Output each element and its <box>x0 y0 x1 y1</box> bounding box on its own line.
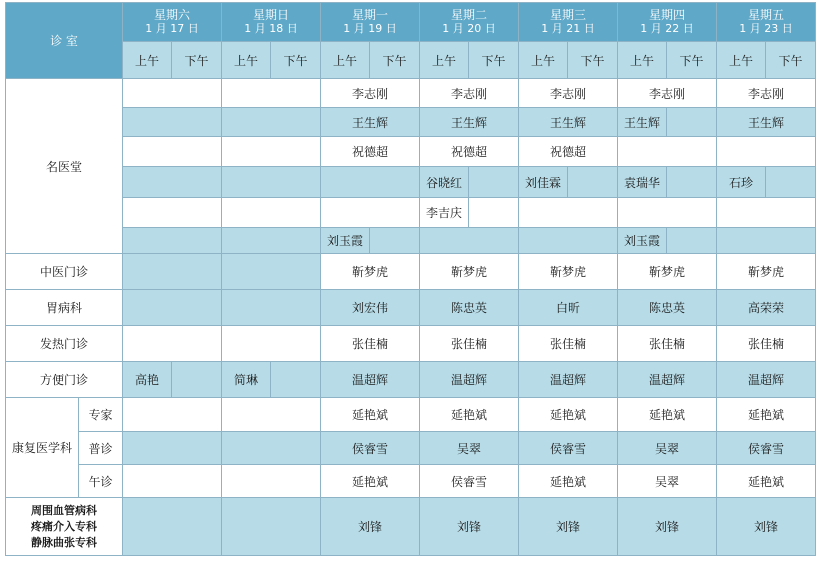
schedule-cell: 延艳斌 <box>618 398 717 432</box>
am-header: 上午 <box>222 42 271 79</box>
schedule-cell <box>123 432 222 465</box>
table-row <box>6 137 816 167</box>
dept-kangfu: 康复医学科 <box>6 398 79 498</box>
schedule-cell <box>123 465 222 498</box>
schedule-cell-empty <box>469 167 519 198</box>
table-row <box>6 498 816 556</box>
sub-dept-expert: 专家 <box>79 398 123 432</box>
schedule-cell: 王生辉 <box>321 108 420 137</box>
day-header <box>420 3 519 42</box>
schedule-cell-empty <box>568 167 618 198</box>
table-row <box>6 198 816 228</box>
schedule-cell <box>123 167 222 198</box>
schedule-cell: 李志刚 <box>717 79 816 108</box>
day-name: 星期六 <box>153 8 190 22</box>
sub-dept-general: 普诊 <box>79 432 123 465</box>
schedule-cell: 延艳斌 <box>321 398 420 432</box>
day-name: 星期五 <box>747 8 784 22</box>
schedule-cell: 李志刚 <box>420 79 519 108</box>
pm-header: 下午 <box>370 42 420 79</box>
schedule-cell-empty <box>667 228 717 254</box>
schedule-cell <box>519 228 618 254</box>
day-header <box>321 3 420 42</box>
dept-vascular: 周围血管病科 <box>31 503 97 517</box>
schedule-cell: 王生辉 <box>618 108 667 137</box>
dept-varicose: 静脉曲张专科 <box>31 535 97 549</box>
schedule-cell: 张佳楠 <box>717 326 816 362</box>
schedule-cell: 吴翠 <box>420 432 519 465</box>
day-date: 1 月 21 日 <box>541 22 595 35</box>
schedule-cell: 王生辉 <box>519 108 618 137</box>
schedule-cell <box>222 398 321 432</box>
pm-header: 下午 <box>568 42 618 79</box>
schedule-cell <box>123 137 222 167</box>
day-date: 1 月 23 日 <box>739 22 793 35</box>
day-date: 1 月 19 日 <box>343 22 397 35</box>
schedule-cell: 刘锋 <box>618 498 717 556</box>
schedule-cell: 张佳楠 <box>519 326 618 362</box>
schedule-cell <box>123 79 222 108</box>
schedule-table <box>5 2 816 556</box>
am-header: 上午 <box>717 42 766 79</box>
schedule-cell-empty <box>667 108 717 137</box>
day-name: 星期三 <box>549 8 586 22</box>
schedule-cell: 简琳 <box>222 362 271 398</box>
schedule-cell: 刘锋 <box>420 498 519 556</box>
day-name: 星期日 <box>252 8 289 22</box>
schedule-cell: 温超辉 <box>618 362 717 398</box>
header-ampm-row <box>6 42 816 79</box>
schedule-cell <box>222 326 321 362</box>
schedule-cell: 侯睿雪 <box>717 432 816 465</box>
schedule-cell <box>717 228 816 254</box>
schedule-cell: 高艳 <box>123 362 172 398</box>
schedule-cell <box>222 198 321 228</box>
schedule-cell: 李吉庆 <box>420 198 469 228</box>
schedule-cell-empty <box>271 362 321 398</box>
schedule-cell: 温超辉 <box>321 362 420 398</box>
day-header <box>618 3 717 42</box>
schedule-cell: 延艳斌 <box>420 398 519 432</box>
day-name: 星期四 <box>648 8 685 22</box>
schedule-cell <box>123 498 222 556</box>
dept-zhongyi: 中医门诊 <box>6 254 123 290</box>
schedule-cell: 刘锋 <box>321 498 420 556</box>
schedule-cell <box>222 228 321 254</box>
schedule-cell <box>618 198 717 228</box>
schedule-cell: 谷晓红 <box>420 167 469 198</box>
header-day-row <box>6 3 816 42</box>
schedule-cell: 侯睿雪 <box>420 465 519 498</box>
day-name: 星期二 <box>450 8 487 22</box>
am-header: 上午 <box>123 42 172 79</box>
pm-header: 下午 <box>469 42 519 79</box>
schedule-cell: 李志刚 <box>618 79 717 108</box>
schedule-cell: 延艳斌 <box>519 398 618 432</box>
schedule-cell: 刘宏伟 <box>321 290 420 326</box>
schedule-cell-empty <box>469 198 519 228</box>
schedule-cell: 吴翠 <box>618 465 717 498</box>
schedule-cell: 靳梦虎 <box>321 254 420 290</box>
pm-header: 下午 <box>766 42 816 79</box>
schedule-cell: 李志刚 <box>321 79 420 108</box>
dept-vascular-group <box>6 498 123 556</box>
schedule-cell: 祝德超 <box>420 137 519 167</box>
am-header: 上午 <box>321 42 370 79</box>
schedule-cell: 张佳楠 <box>420 326 519 362</box>
day-header <box>222 3 321 42</box>
schedule-cell: 祝德超 <box>519 137 618 167</box>
schedule-cell <box>123 108 222 137</box>
day-date: 1 月 22 日 <box>640 22 694 35</box>
schedule-cell-empty <box>370 228 420 254</box>
dept-pain-intervention: 疼痛介入专科 <box>31 519 97 533</box>
schedule-cell: 温超辉 <box>420 362 519 398</box>
pm-header: 下午 <box>271 42 321 79</box>
schedule-cell: 祝德超 <box>321 137 420 167</box>
schedule-cell: 张佳楠 <box>321 326 420 362</box>
schedule-cell <box>519 198 618 228</box>
schedule-cell: 陈忠英 <box>420 290 519 326</box>
schedule-cell <box>420 228 519 254</box>
schedule-cell: 温超辉 <box>717 362 816 398</box>
schedule-cell <box>123 398 222 432</box>
schedule-cell: 靳梦虎 <box>420 254 519 290</box>
table-row <box>6 326 816 362</box>
schedule-cell: 刘锋 <box>519 498 618 556</box>
schedule-cell <box>222 465 321 498</box>
schedule-cell <box>222 498 321 556</box>
schedule-cell: 刘锋 <box>717 498 816 556</box>
schedule-cell: 王生辉 <box>420 108 519 137</box>
schedule-cell <box>123 290 222 326</box>
table-row <box>6 290 816 326</box>
schedule-cell <box>222 167 321 198</box>
schedule-cell: 刘玉霞 <box>321 228 370 254</box>
pm-header: 下午 <box>172 42 222 79</box>
schedule-cell: 延艳斌 <box>717 398 816 432</box>
day-date: 1 月 17 日 <box>145 22 199 35</box>
table-row <box>6 398 816 432</box>
schedule-cell: 侯睿雪 <box>519 432 618 465</box>
schedule-cell-empty <box>172 362 222 398</box>
dept-fangbian: 方便门诊 <box>6 362 123 398</box>
day-name: 星期一 <box>351 8 388 22</box>
table-row <box>6 228 816 254</box>
table-row <box>6 254 816 290</box>
schedule-cell <box>123 198 222 228</box>
schedule-cell <box>123 326 222 362</box>
table-row <box>6 362 816 398</box>
am-header: 上午 <box>618 42 667 79</box>
dept-fare: 发热门诊 <box>6 326 123 362</box>
table-row <box>6 108 816 137</box>
schedule-cell: 陈忠英 <box>618 290 717 326</box>
schedule-cell: 靳梦虎 <box>717 254 816 290</box>
schedule-cell <box>222 79 321 108</box>
schedule-cell-empty <box>766 167 816 198</box>
schedule-cell: 延艳斌 <box>519 465 618 498</box>
schedule-cell: 刘佳霖 <box>519 167 568 198</box>
schedule-cell: 延艳斌 <box>321 465 420 498</box>
schedule-cell: 白昕 <box>519 290 618 326</box>
day-header <box>519 3 618 42</box>
am-header: 上午 <box>519 42 568 79</box>
day-header <box>123 3 222 42</box>
schedule-cell <box>717 137 816 167</box>
room-header: 诊 室 <box>6 3 123 79</box>
table-row <box>6 79 816 108</box>
schedule-cell <box>222 254 321 290</box>
schedule-cell: 张佳楠 <box>618 326 717 362</box>
dept-mingyitang: 名医堂 <box>6 79 123 254</box>
table-row <box>6 465 816 498</box>
schedule-cell <box>222 290 321 326</box>
schedule-cell: 李志刚 <box>519 79 618 108</box>
pm-header: 下午 <box>667 42 717 79</box>
schedule-cell: 刘玉霞 <box>618 228 667 254</box>
schedule-cell <box>123 254 222 290</box>
schedule-cell-empty <box>667 167 717 198</box>
schedule-cell: 石珍 <box>717 167 766 198</box>
table-row <box>6 432 816 465</box>
schedule-cell <box>618 137 717 167</box>
schedule-cell <box>222 108 321 137</box>
table-row <box>6 167 816 198</box>
schedule-cell: 延艳斌 <box>717 465 816 498</box>
schedule-cell <box>321 198 420 228</box>
schedule-cell <box>717 198 816 228</box>
day-date: 1 月 20 日 <box>442 22 496 35</box>
schedule-cell: 侯睿雪 <box>321 432 420 465</box>
schedule-cell <box>222 432 321 465</box>
schedule-cell <box>222 137 321 167</box>
schedule-cell: 高荣荣 <box>717 290 816 326</box>
dept-weibing: 胃病科 <box>6 290 123 326</box>
schedule-cell: 靳梦虎 <box>519 254 618 290</box>
am-header: 上午 <box>420 42 469 79</box>
day-header <box>717 3 816 42</box>
schedule-cell <box>123 228 222 254</box>
schedule-cell <box>321 167 420 198</box>
schedule-cell: 温超辉 <box>519 362 618 398</box>
sub-dept-noon: 午诊 <box>79 465 123 498</box>
schedule-cell: 靳梦虎 <box>618 254 717 290</box>
day-date: 1 月 18 日 <box>244 22 298 35</box>
schedule-cell: 袁瑞华 <box>618 167 667 198</box>
schedule-cell: 吴翠 <box>618 432 717 465</box>
schedule-cell: 王生辉 <box>717 108 816 137</box>
